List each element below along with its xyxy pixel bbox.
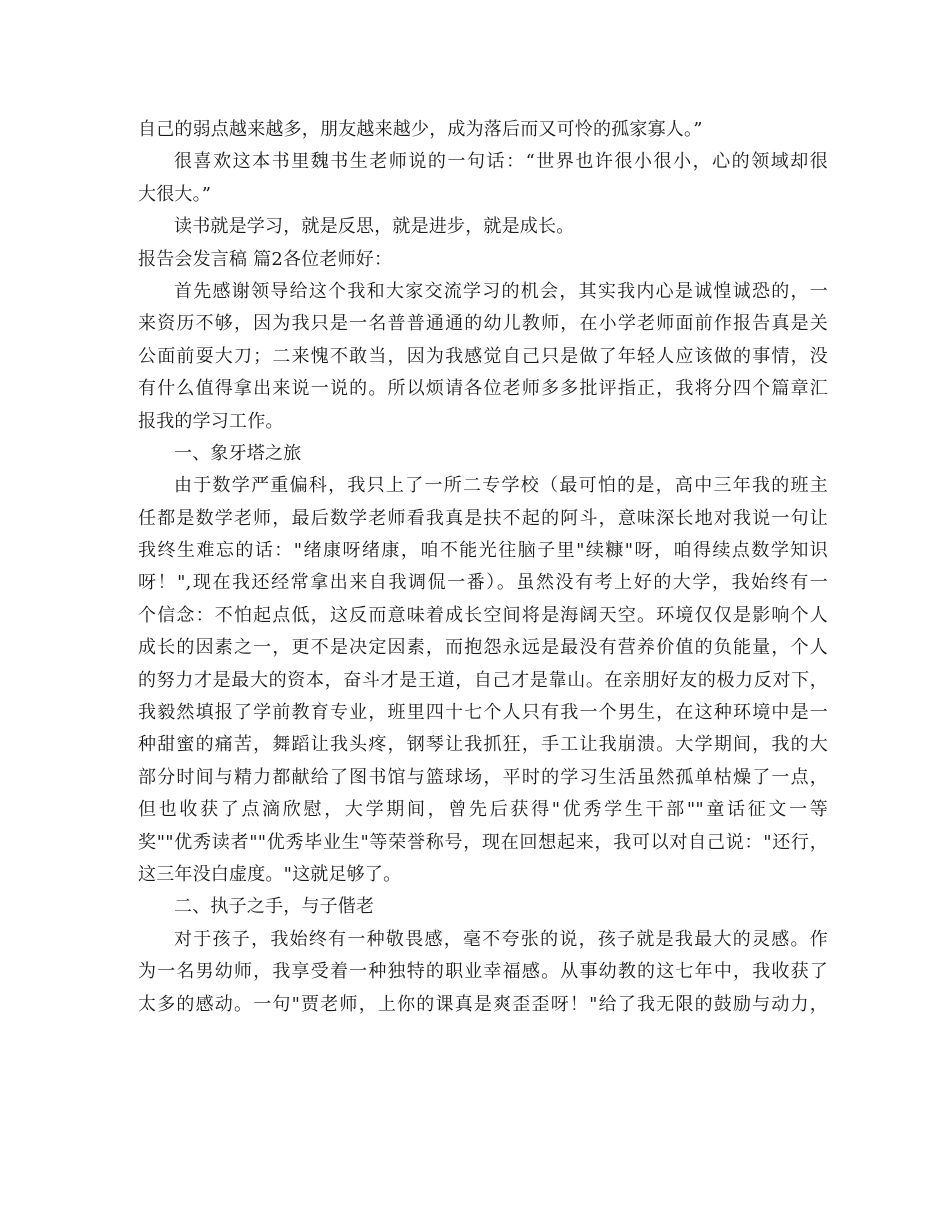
text-line: 我终生难忘的话："绪康呀绪康，咱不能光往脑子里"续糠"呀，咱得续点数学知识: [138, 540, 828, 562]
text-line: 我毅然填报了学前教育专业，班里四十七个人只有我一个男生，在这种环境中是一: [138, 702, 828, 724]
text-line: 公面前耍大刀；二来愧不敢当，因为我感觉自己只是做了年轻人应该做的事情，没: [138, 345, 828, 367]
text-line: 很喜欢这本书里魏书生老师说的一句话：“世界也许很小很小，心的领域却很: [174, 151, 828, 173]
text-line: 对于孩子，我始终有一种敬畏感，毫不夸张的说，孩子就是我最大的灵感。作: [174, 928, 828, 950]
text-line: 报我的学习工作。: [138, 410, 284, 432]
text-line: 读书就是学习，就是反思，就是进步，就是成长。: [174, 216, 575, 238]
text-line: 太多的感动。一句"贾老师，上你的课真是爽歪歪呀！"给了我无限的鼓励与动力，: [138, 993, 828, 1015]
text-line: 来资历不够，因为我只是一名普普通通的幼儿教师，在小学老师面前作报告真是关: [138, 313, 828, 335]
text-line: 二、执子之手，与子偕老: [174, 896, 375, 918]
text-line: 为一名男幼师，我享受着一种独特的职业幸福感。从事幼教的这七年中，我收获了: [138, 961, 828, 983]
text-line: 个信念：不怕起点低，这反而意味着成长空间将是海阔天空。环境仅仅是影响个人: [138, 604, 828, 626]
text-line: 自己的弱点越来越多，朋友越来越少，成为落后而又可怜的孤家寡人。”: [138, 119, 703, 140]
text-line: 奖""优秀读者""优秀毕业生"等荣誉称号，现在回想起来，我可以对自己说："还行，: [138, 831, 828, 853]
text-line: 一、象牙塔之旅: [174, 442, 302, 464]
text-line: 大很大。”: [138, 183, 212, 205]
text-line: 有什么值得拿出来说一说的。所以烦请各位老师多多批评指正，我将分四个篇章汇: [138, 378, 828, 400]
text-line: 报告会发言稿 篇2各位老师好：: [138, 248, 393, 270]
text-line: 任都是数学老师，最后数学老师看我真是扶不起的阿斗，意味深长地对我说一句让: [138, 507, 828, 529]
text-line: 这三年没白虚度。"这就足够了。: [138, 863, 402, 885]
text-line: 部分时间与精力都献给了图书馆与篮球场，平时的学习生活虽然孤单枯燥了一点，: [138, 766, 828, 788]
text-line: 种甜蜜的痛苦，舞蹈让我头疼，钢琴让我抓狂，手工让我崩溃。大学期间，我的大: [138, 734, 828, 756]
text-line: 的努力才是最大的资本，奋斗才是王道，自己才是靠山。在亲朋好友的极力反对下，: [138, 669, 828, 691]
text-line: 呀！",现在我还经常拿出来自我调侃一番）。虽然没有考上好的大学，我始终有一: [138, 572, 828, 594]
document-page: [138, 114, 828, 1021]
text-line: 成长的因素之一，更不是决定因素，而抱怨永远是最没有营养价值的负能量，个人: [138, 637, 828, 659]
text-line: 由于数学严重偏科，我只上了一所二专学校（最可怕的是，高中三年我的班主: [174, 475, 828, 497]
text-line: 首先感谢领导给这个我和大家交流学习的机会，其实我内心是诚惶诚恐的，一: [174, 280, 828, 302]
text-line: 但也收获了点滴欣慰，大学期间，曾先后获得"优秀学生干部""童话征文一等: [138, 799, 828, 821]
